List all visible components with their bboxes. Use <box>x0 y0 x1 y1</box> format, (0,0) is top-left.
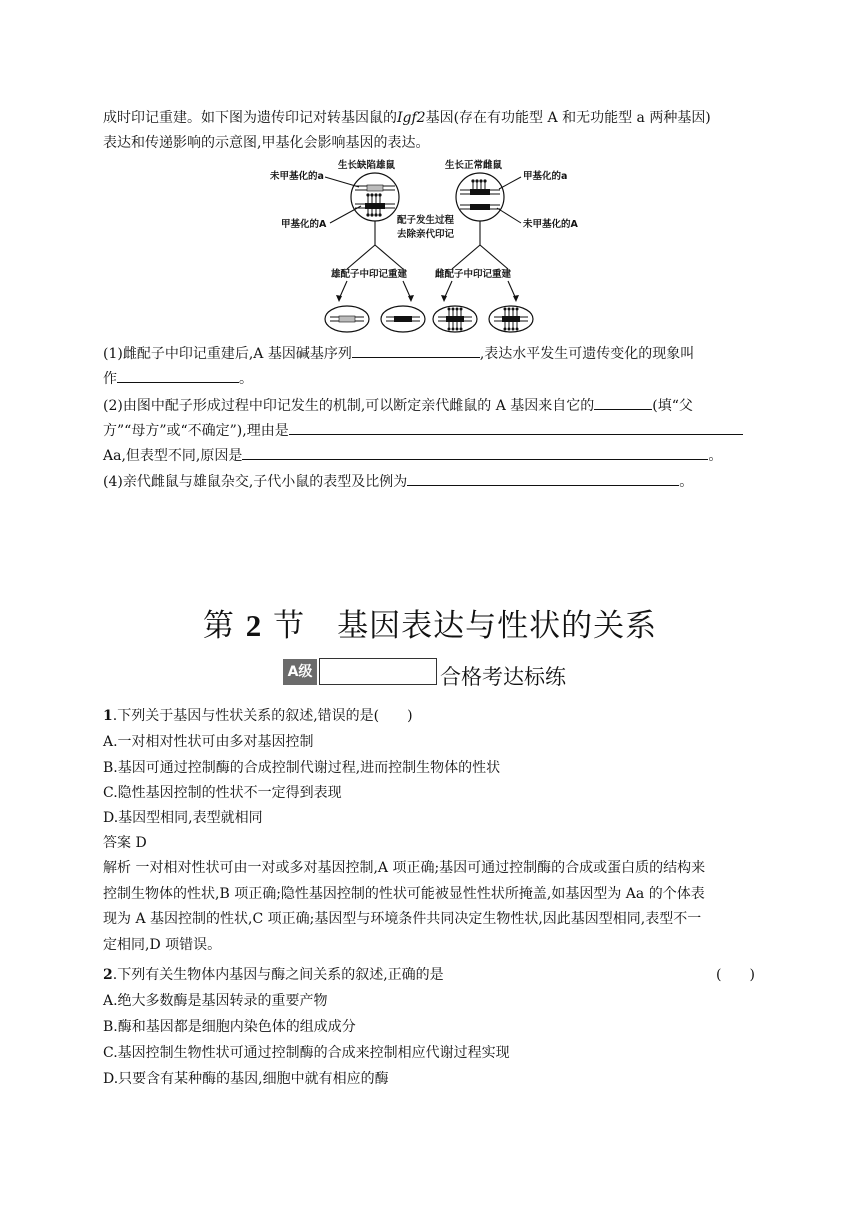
prev-q3-text-b: 。 <box>708 448 723 464</box>
label-left-parent: 生长缺陷雄鼠 <box>338 160 396 171</box>
prev-q1-line2 <box>103 368 253 389</box>
prev-q2-text-c: 方”“母方”或“不确定”),理由是 <box>103 423 289 439</box>
answer-blank[interactable] <box>407 471 679 486</box>
left-parent-cell <box>325 173 399 223</box>
male-gamete-A <box>381 306 425 332</box>
gene-name: Igf2 <box>397 110 426 126</box>
section-title: 基因表达与性状的关系 <box>337 608 658 644</box>
prev-q2-text-a: (2)由图中配子形成过程中印记发生的机制,可以断定亲代雌鼠的 A 基因来自它的 <box>103 398 595 414</box>
prev-q1-text-a: (1)雌配子中印记重建后,A 基因碱基序列 <box>103 346 352 362</box>
right-parent-cell <box>456 173 521 223</box>
prev-q3-line <box>103 445 722 466</box>
q1-stem <box>103 706 413 726</box>
q2-stem <box>103 965 444 985</box>
label-right-parent: 生长正常雌鼠 <box>445 160 503 171</box>
level-title: 合格考达标练 <box>440 665 566 689</box>
prev-q1-text-c: 作 <box>103 371 117 387</box>
label-left-unmethyl-a: 未甲基化的a <box>270 171 324 182</box>
male-gamete-a <box>325 306 369 332</box>
prev-q3-text-a: Aa,但表型不同,原因是 <box>103 448 243 464</box>
q1-stem-text: .下列关于基因与性状关系的叙述,错误的是( ) <box>112 708 413 724</box>
label-right-unmethyl-A: 未甲基化的A <box>523 219 578 230</box>
q2-option-c[interactable]: C.基因控制生物性状可通过控制酶的合成来控制相应代谢过程实现 <box>103 1045 510 1061</box>
q1-explanation-2: 控制生物体的性状,B 项正确;隐性基因控制的性状可能被显性性状所掩盖,如基因型为 Aa 的个体表 <box>103 886 705 902</box>
q1-answer: 答案 D <box>103 835 147 851</box>
genetic-imprinting-diagram <box>255 157 595 337</box>
label-female-gamete: 雌配子中印记重建 <box>435 269 512 280</box>
female-gamete-1 <box>433 306 477 332</box>
section-prefix: 第 <box>202 608 235 644</box>
female-gamete-2 <box>489 306 533 332</box>
answer-blank[interactable] <box>594 395 652 410</box>
q1-explanation-3: 现为 A 基因控制的性状,C 项正确;基因型与环境条件共同决定生物性状,因此基因型相同,表型不一 <box>103 911 702 927</box>
prev-q4-text-b: 。 <box>679 474 694 490</box>
section-heading <box>0 600 860 645</box>
prev-q1-text-b: ,表达水平发生可遗传变化的现象叫 <box>479 346 695 362</box>
label-right-methyl-a: 甲基化的a <box>523 171 568 182</box>
q2-answer-paren[interactable]: ( ) <box>716 967 755 983</box>
q1-option-c[interactable]: C.隐性基因控制的性状不一定得到表现 <box>103 785 342 801</box>
q2-option-d[interactable]: D.只要含有某种酶的基因,细胞中就有相应的酶 <box>103 1071 389 1087</box>
section-number: 2 <box>245 608 263 643</box>
answer-blank[interactable] <box>117 368 239 383</box>
label-center-1: 配子发生过程 <box>397 215 455 226</box>
q1-option-d[interactable]: D.基因型相同,表型就相同 <box>103 810 263 826</box>
level-box <box>319 658 437 685</box>
prev-q2-text-b: (填“父 <box>652 398 693 414</box>
q1-explanation-4: 定相同,D 项错误。 <box>103 937 222 953</box>
intro-text-a: 成时印记重建。如下图为遗传印记对转基因鼠的 <box>103 110 397 126</box>
answer-blank[interactable] <box>242 445 708 460</box>
prev-q2-line2 <box>103 420 743 441</box>
label-left-methyl-A: 甲基化的A <box>281 219 327 230</box>
q1-option-b[interactable]: B.基因可通过控制酶的合成控制代谢过程,进而控制生物体的性状 <box>103 760 501 776</box>
intro-line-2: 表达和传递影响的示意图,甲基化会影响基因的表达。 <box>103 135 430 151</box>
q2-number: 2 <box>103 967 113 983</box>
intro-text-b: 基因(存在有功能型 A 和无功能型 a 两种基因) <box>425 110 711 126</box>
section-suffix: 节 <box>273 608 306 644</box>
q1-option-a[interactable]: A.一对相对性状可由多对基因控制 <box>103 734 314 750</box>
level-badge: A级 <box>283 659 317 685</box>
q1-explanation-1: 解析 一对相对性状可由一对或多对基因控制,A 项正确;基因可通过控制酶的合成或蛋白质的结构来 <box>103 860 706 876</box>
prev-q4-line <box>103 471 693 492</box>
intro-line-1 <box>103 108 711 128</box>
prev-q1-line1 <box>103 343 694 364</box>
label-male-gamete: 雄配子中印记重建 <box>331 269 408 280</box>
q2-stem-text: .下列有关生物体内基因与酶之间关系的叙述,正确的是 <box>112 967 444 983</box>
q1-number: 1 <box>103 708 113 724</box>
answer-blank[interactable] <box>352 343 480 358</box>
label-center-2: 去除亲代印记 <box>397 229 455 240</box>
prev-q2-line1 <box>103 395 693 416</box>
q2-option-a[interactable]: A.绝大多数酶是基因转录的重要产物 <box>103 993 328 1009</box>
q2-option-b[interactable]: B.酶和基因都是细胞内染色体的组成成分 <box>103 1019 356 1035</box>
answer-blank[interactable] <box>289 420 743 435</box>
prev-q4-text-a: (4)亲代雌鼠与雄鼠杂交,子代小鼠的表型及比例为 <box>103 474 408 490</box>
prev-q1-text-d: 。 <box>239 371 253 387</box>
